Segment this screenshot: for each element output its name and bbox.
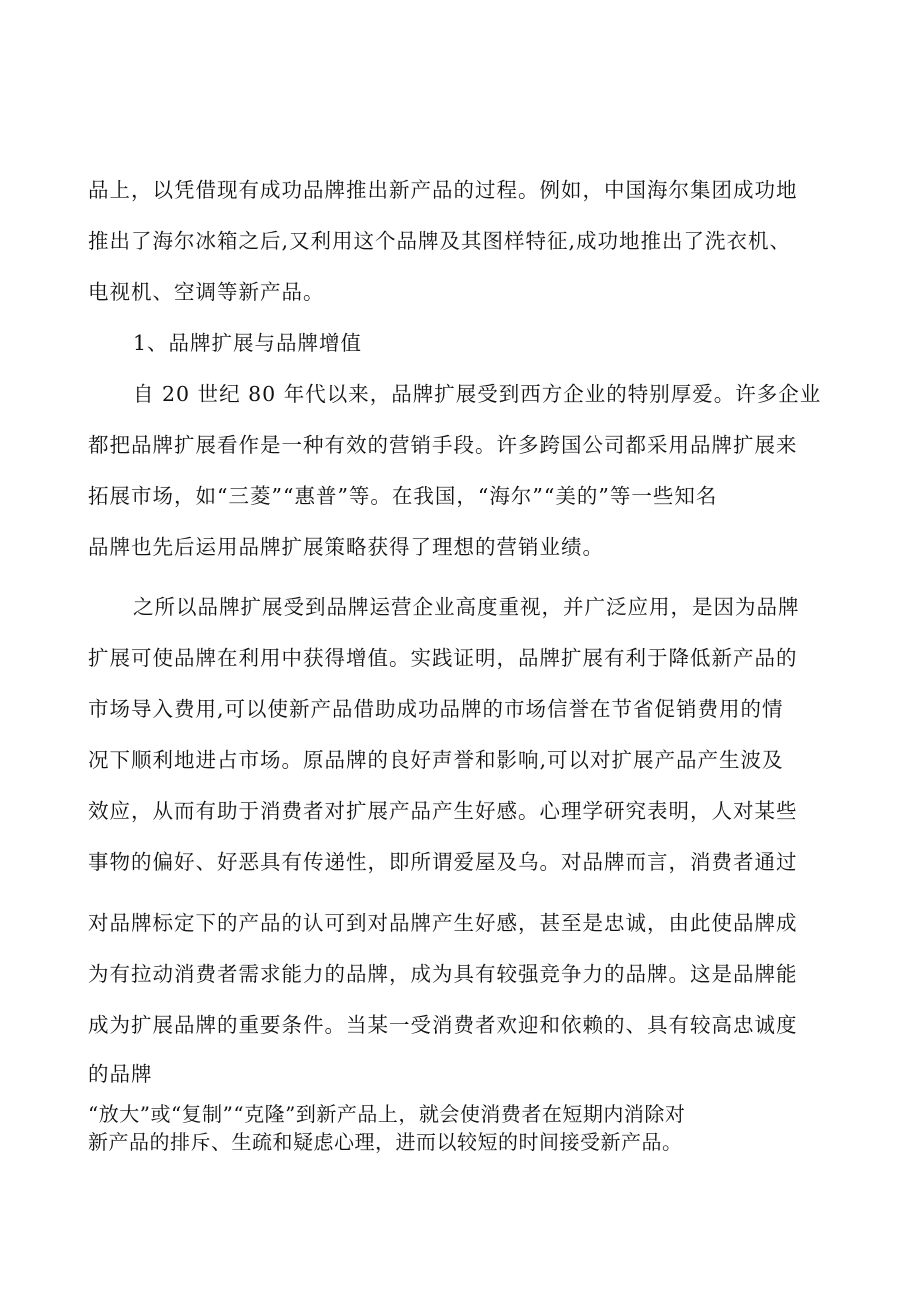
paragraph-2-line-4: 品牌也先后运用品牌扩展策略获得了理想的营销业绩。: [88, 535, 604, 559]
paragraph-3-line-1: 之所以品牌扩展受到品牌运营企业高度重视，并广泛应用，是因为品牌: [133, 595, 800, 619]
paragraph-2-line-2: 都把品牌扩展看作是一种有效的营销手段。许多跨国公司都采用品牌扩展来: [88, 433, 798, 457]
paragraph-1-line-2: 推出了海尔冰箱之后,又利用这个品牌及其图样特征,成功地推出了洗衣机、: [88, 229, 792, 253]
paragraph-3-line-8: 为有拉动消费者需求能力的品牌，成为具有较强竞争力的品牌。这是品牌能: [88, 962, 798, 986]
paragraph-3-line-2: 扩展可使品牌在利用中获得增值。实践证明，品牌扩展有利于降低新产品的: [88, 646, 798, 670]
section-heading: 1、品牌扩展与品牌增值: [133, 331, 363, 355]
paragraph-3-line-6: 事物的偏好、好恶具有传递性，即所谓爱屋及乌。对品牌而言，消费者通过: [88, 850, 798, 874]
paragraph-2-line-3: 拓展市场，如“三菱”“惠普”等。在我国，“海尔”“美的”等一些知名: [88, 484, 718, 508]
paragraph-1-line-1: 品上，以凭借现有成功品牌推出新产品的过程。例如，中国海尔集团成功地: [88, 178, 798, 202]
paragraph-4-line-2: 新产品的排斥、生疏和疑虑心理，进而以较短的时间接受新产品。: [88, 1130, 683, 1154]
paragraph-3-line-7: 对品牌标定下的产品的认可到对品牌产生好感，甚至是忠诚，由此使品牌成: [88, 911, 798, 935]
paragraph-3-line-9: 成为扩展品牌的重要条件。当某一受消费者欢迎和依赖的、具有较高忠诚度: [88, 1013, 798, 1037]
paragraph-3-line-10: 的品牌: [88, 1062, 153, 1086]
paragraph-3-line-3: 市场导入费用,可以使新产品借助成功品牌的市场信誉在节省促销费用的情: [88, 697, 784, 721]
paragraph-1-line-3: 电视机、空调等新产品。: [88, 280, 325, 304]
paragraph-3-line-4: 况下顺利地进占市场。原品牌的良好声誉和影响,可以对扩展产品产生波及: [88, 748, 784, 772]
paragraph-4-line-1: “放大”或“复制”“克隆”到新产品上，就会使消费者在短期内消除对: [88, 1102, 686, 1126]
paragraph-2-line-1: 自 20 世纪 80 年代以来，品牌扩展受到西方企业的特别厚爱。许多企业: [133, 382, 822, 406]
paragraph-3-line-5: 效应，从而有助于消费者对扩展产品产生好感。心理学研究表明，人对某些: [88, 799, 798, 823]
